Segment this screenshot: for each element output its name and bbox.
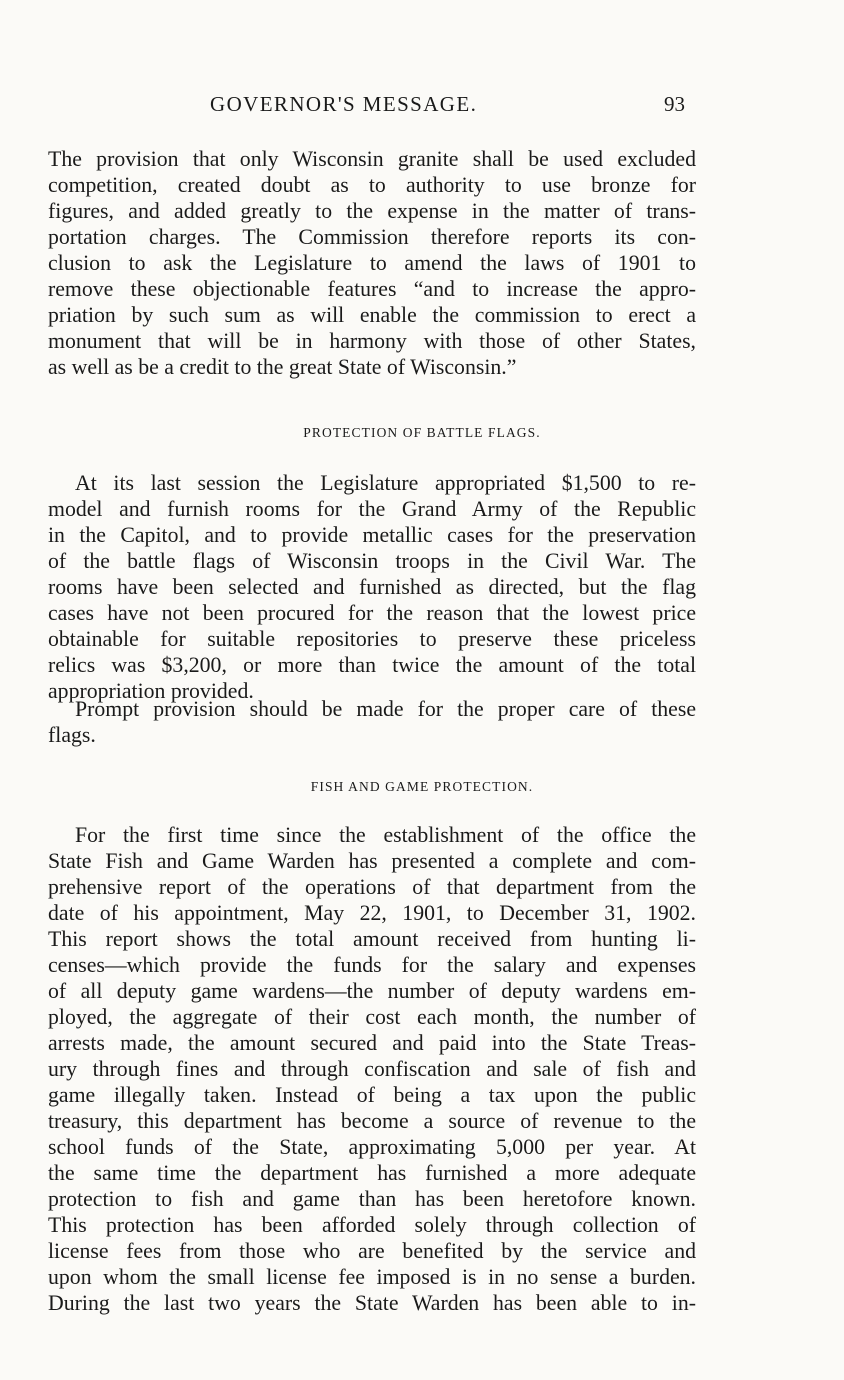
text-line: rooms have been selected and furnished as directed, but the flag [48,575,696,599]
text-line: clusion to ask the Legislature to amend the laws of 1901 to [48,251,696,275]
text-line: At its last session the Legislature appropriated $1,500 to re- [75,471,696,495]
text-line: competition, created doubt as to authority to use bronze for [48,173,696,197]
text-line: model and furnish rooms for the Grand Army of the Republic [48,497,696,521]
text-line: of all deputy game wardens—the number of deputy wardens em- [48,979,696,1003]
text-line: license fees from those who are benefited by the service and [48,1239,696,1263]
section-heading-battle-flags: PROTECTION OF BATTLE FLAGS. [303,425,541,440]
text-line: cases have not been procured for the reason that the lowest price [48,601,696,625]
text-line: game illegally taken. Instead of being a tax upon the public [48,1083,696,1107]
text-line: During the last two years the State Warden has been able to in- [48,1291,696,1315]
text-line: date of his appointment, May 22, 1901, to December 31, 1902. [48,901,696,925]
text-line: of the battle flags of Wisconsin troops in the Civil War. The [48,549,696,573]
text-line: the same time the department has furnished a more adequate [48,1161,696,1185]
text-line: monument that will be in harmony with those of other States, [48,329,696,353]
text-line: This protection has been afforded solely through collection of [48,1213,696,1237]
text-line: in the Capitol, and to provide metallic cases for the preservation [48,523,696,547]
text-line: ployed, the aggregate of their cost each month, the number of [48,1005,696,1029]
fish-game-paragraph [48,822,696,1316]
text-line: prehensive report of the operations of that department from the [48,875,696,899]
section-heading-fish-game: FISH AND GAME PROTECTION. [310,779,534,794]
text-line: upon whom the small license fee imposed is in no sense a burden. [48,1265,696,1289]
text-line: flags. [48,723,96,747]
text-line: relics was $3,200, or more than twice the amount of the total [48,653,696,677]
text-line: censes—which provide the funds for the salary and expenses [48,953,696,977]
text-line: For the first time since the establishment of the office the [75,823,696,847]
text-line: arrests made, the amount secured and paid into the State Treas- [48,1031,696,1055]
text-line: school funds of the State, approximating 5,000 per year. At [48,1135,696,1159]
text-line: priation by such sum as will enable the commission to erect a [48,303,696,327]
page-number: 93 [664,92,685,116]
text-line: remove these objectionable features “and to increase the appro- [48,277,696,301]
monument-paragraph [48,146,696,380]
page-header [0,92,844,126]
text-line: The provision that only Wisconsin granite shall be used excluded [48,147,696,171]
text-line: portation charges. The Commission therefore reports its con- [48,225,696,249]
text-line: This report shows the total amount received from hunting li- [48,927,696,951]
text-line: obtainable for suitable repositories to preserve these priceless [48,627,696,651]
battle-flags-provision-paragraph [48,696,696,748]
text-line: as well as be a credit to the great State of Wisconsin.” [48,355,517,379]
text-line: ury through fines and through confiscation and sale of fish and [48,1057,696,1081]
text-line: State Fish and Game Warden has presented a complete and com- [48,849,696,873]
battle-flags-paragraph [48,470,696,704]
text-line: protection to fish and game than has been heretofore known. [48,1187,696,1211]
running-title: GOVERNOR'S MESSAGE. [210,92,478,116]
text-line: figures, and added greatly to the expense in the matter of trans- [48,199,696,223]
text-line: treasury, this department has become a source of revenue to the [48,1109,696,1133]
text-line: appropriation provided. [48,679,254,703]
text-line: Prompt provision should be made for the proper care of these [75,697,696,721]
